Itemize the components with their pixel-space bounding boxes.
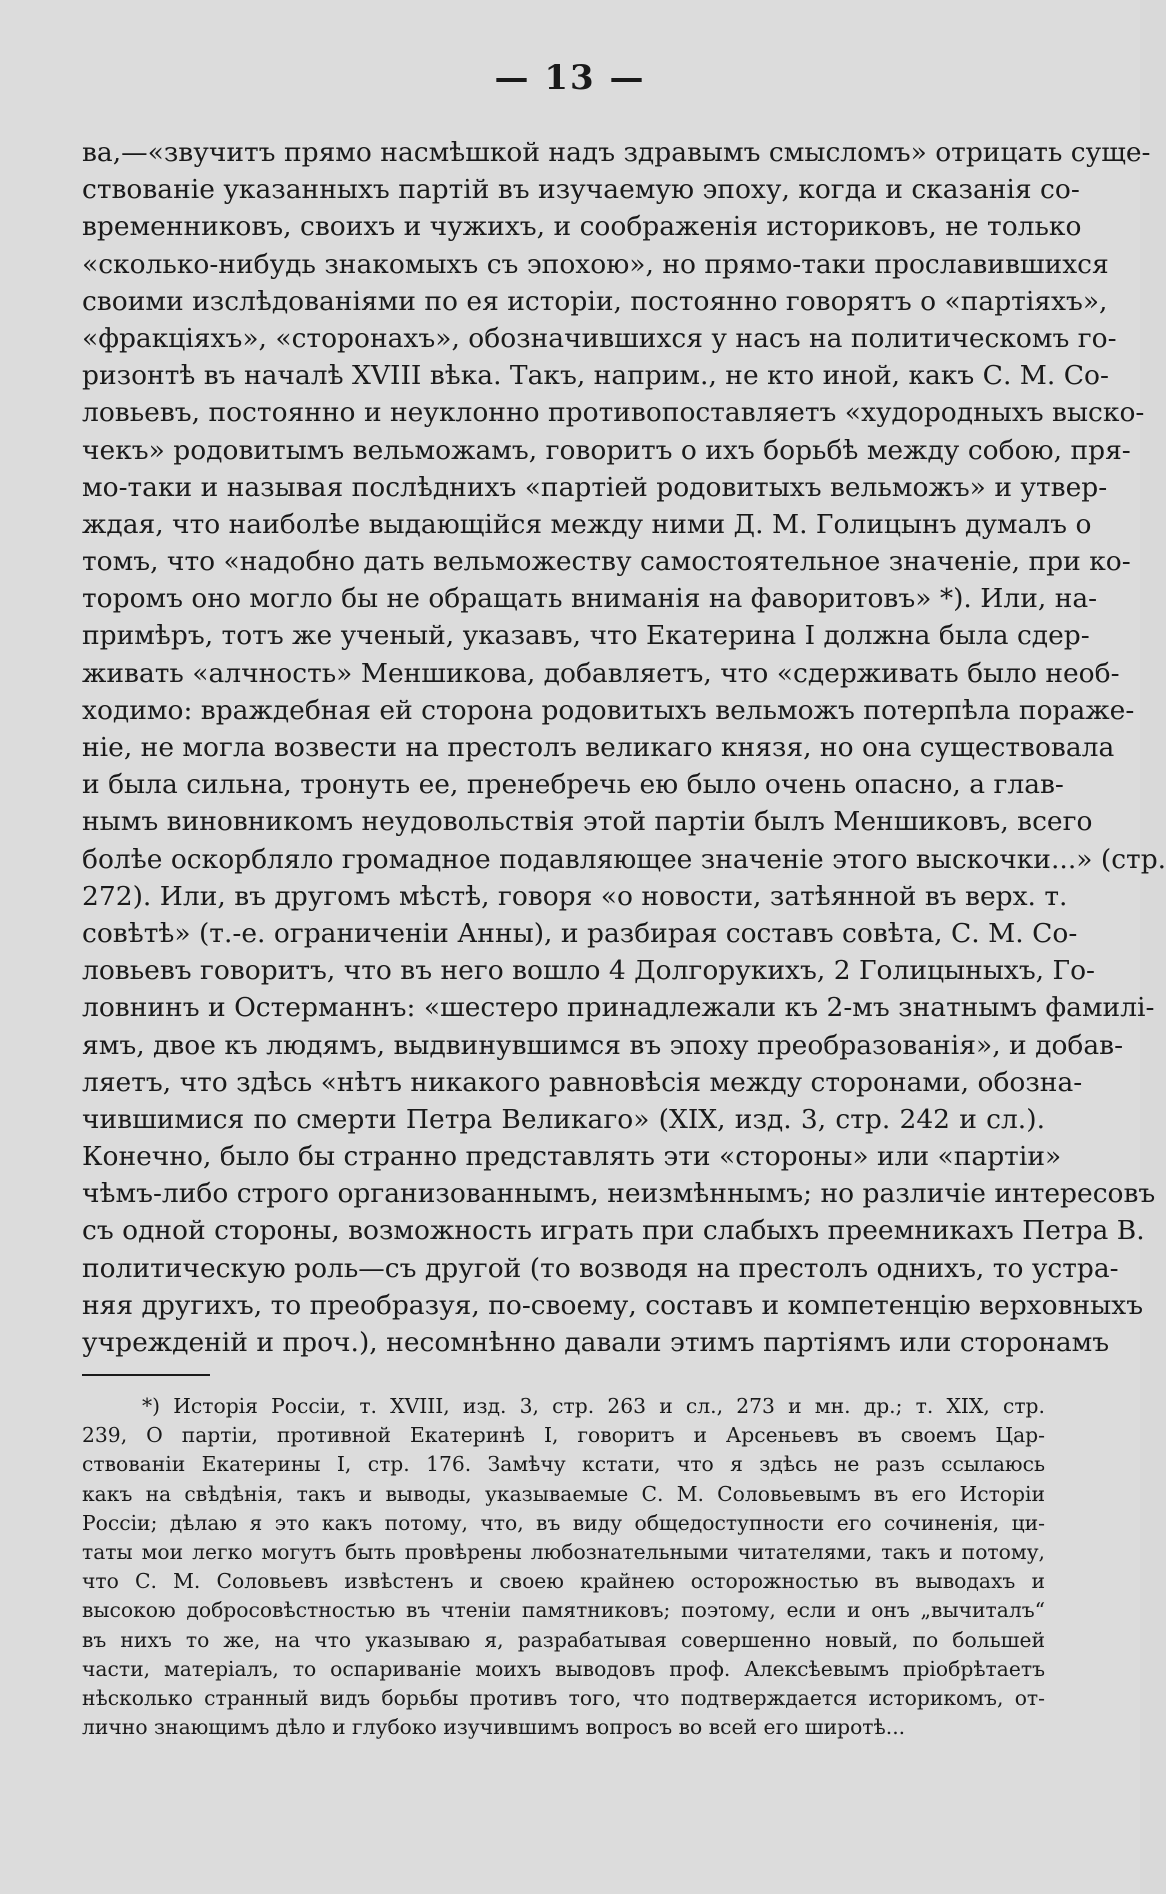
text-line: ловнинъ и Остерманнъ: «шестеро принадлежали къ 2-мъ знатнымъ фамилі- xyxy=(82,992,1155,1024)
text-line: чекъ» родовитымъ вельможамъ, говоритъ о ихъ борьбѣ между собою, пря- xyxy=(82,434,1131,466)
text-line: Конечно, было бы странно представлять эти «стороны» или «партіи» xyxy=(82,1141,1062,1173)
footnote-line: Россіи; дѣлаю я это какъ потому, что, въ виду общедоступности его сочиненія, ци- xyxy=(82,1510,1045,1535)
text-line: учрежденій и проч.), несомнѣнно давали этимъ партіямъ или сторонамъ xyxy=(82,1327,1110,1358)
footnote-line: въ нихъ то же, на что указываю я, разрабатывая совершенно новый, по большей xyxy=(82,1627,1045,1652)
footnote-line: лично знающимъ дѣло и глубоко изучившимъ вопросъ во всей его широтѣ... xyxy=(82,1715,906,1740)
text-line: чѣмъ-либо строго организованнымъ, неизмѣннымъ; но различіе интересовъ xyxy=(82,1178,1156,1210)
text-line: ждая, что наиболѣе выдающійся между ними Д. М. Голицынъ думалъ о xyxy=(82,508,1092,540)
page-number: — 13 — xyxy=(494,58,646,98)
text-line: ловьевъ, постоянно и неуклонно противопоставляетъ «худородныхъ выско- xyxy=(82,397,1145,429)
text-line: «сколько-нибудь знакомыхъ съ эпохою», но прямо-таки прославившихся xyxy=(82,248,1109,280)
footnote-line: *) Исторія Россіи, т. XVIII, изд. 3, стр. 263 и сл., 273 и мн. др.; т. XIX, стр. xyxy=(142,1394,1045,1418)
main-text xyxy=(82,134,1166,1361)
text-line: живать «алчность» Меншикова, добавляетъ, что «сдерживать было необ- xyxy=(82,657,1120,689)
text-line: ловьевъ говоритъ, что въ него вошло 4 Долгорукихъ, 2 Голицыныхъ, Го- xyxy=(82,955,1095,987)
text-line: чившимися по смерти Петра Великаго» (XIX, изд. 3, стр. 242 и сл.). xyxy=(82,1103,1045,1135)
text-line: и была сильна, тронуть ее, пренебречь ею было очень опасно, а глав- xyxy=(82,769,1064,801)
footnote-line: ствованіи Екатерины I, стр. 176. Замѣчу кстати, что я здѣсь не разъ ссылаюсь xyxy=(82,1452,1045,1477)
text-line: примѣръ, тотъ же ученый, указавъ, что Екатерина I должна была сдер- xyxy=(82,620,1090,652)
footnote xyxy=(82,1392,1045,1742)
text-line: ямъ, двое къ людямъ, выдвинувшимся въ эпоху преобразованія», и добав- xyxy=(82,1029,1124,1061)
text-line: ніе, не могла возвести на престолъ великаго князя, но она существовала xyxy=(82,732,1115,763)
text-line: ляетъ, что здѣсь «нѣтъ никакого равновѣсія между сторонами, обозна- xyxy=(82,1066,1083,1098)
text-line: съ одной стороны, возможность играть при слабыхъ преемникахъ Петра В. xyxy=(82,1215,1145,1247)
text-line: совѣтѣ» (т.-е. ограниченіи Анны), и разбирая составъ совѣта, С. М. Со- xyxy=(82,917,1078,949)
text-line: своими изслѣдованіями по ея исторіи, постоянно говорятъ о «партіяхъ», xyxy=(82,285,1108,317)
footnote-line: высокою добросовѣстностью въ чтеніи памятниковъ; поэтому, если и онъ „вычиталъ“ xyxy=(82,1598,1045,1623)
text-line: политическую роль—съ другой (то возводя на престолъ однихъ, то устра- xyxy=(82,1252,1119,1284)
text-line: «фракціяхъ», «сторонахъ», обозначившихся у насъ на политическомъ го- xyxy=(82,322,1117,354)
footnote-line: нѣсколько странный видъ борьбы противъ того, что подтверждается историкомъ, от- xyxy=(82,1685,1045,1710)
text-line: 272). Или, въ другомъ мѣстѣ, говоря «о новости, затѣянной въ верх. т. xyxy=(82,880,1068,912)
text-line: болѣе оскорбляло громадное подавляющее значеніе этого выскочки...» (стр. xyxy=(82,843,1166,875)
footnote-divider xyxy=(82,1374,210,1376)
text-line: ризонтѣ въ началѣ XVIII вѣка. Такъ, наприм., не кто иной, какъ С. М. Со- xyxy=(82,360,1109,392)
text-line: мо-таки и называя послѣднихъ «партіей родовитыхъ вельможъ» и утвер- xyxy=(82,471,1108,503)
text-line: временниковъ, своихъ и чужихъ, и соображенія историковъ, не только xyxy=(82,211,1082,243)
footnote-line: что С. М. Соловьевъ извѣстенъ и своею крайнею осторожностью въ выводахъ и xyxy=(82,1569,1045,1594)
text-line: томъ, что «надобно дать вельможеству самостоятельное значеніе, при ко- xyxy=(82,546,1131,578)
text-line: торомъ оно могло бы не обращать вниманія на фаворитовъ» *). Или, на- xyxy=(82,583,1098,615)
text-line: ходимо: враждебная ей сторона родовитыхъ вельможъ потерпѣла пораже- xyxy=(82,694,1135,726)
footnote-line: таты мои легко могутъ быть провѣрены любознательными читателями, такъ и потому, xyxy=(82,1539,1045,1564)
text-line: ствованіе указанныхъ партій въ изучаемую эпоху, когда и сказанія со- xyxy=(82,174,1080,206)
footnote-line: 239, О партіи, противной Екатеринѣ I, говоритъ и Арсеньевъ въ своемъ Цар- xyxy=(82,1423,1045,1448)
footnote-line: части, матеріалъ, то оспариваніе моихъ выводовъ проф. Алексѣевымъ пріобрѣтаетъ xyxy=(82,1656,1045,1681)
text-line: няя другихъ, то преобразуя, по-своему, составъ и компетенцію верховныхъ xyxy=(82,1289,1144,1321)
footnote-line: какъ на свѣдѣнія, такъ и выводы, указываемые С. М. Соловьевымъ въ его Исторіи xyxy=(82,1481,1045,1506)
text-line: ва,—«звучитъ прямо насмѣшкой надъ здравымъ смысломъ» отрицать суще- xyxy=(82,137,1151,168)
text-line: нымъ виновникомъ неудовольствія этой партіи былъ Меншиковъ, всего xyxy=(82,806,1093,838)
